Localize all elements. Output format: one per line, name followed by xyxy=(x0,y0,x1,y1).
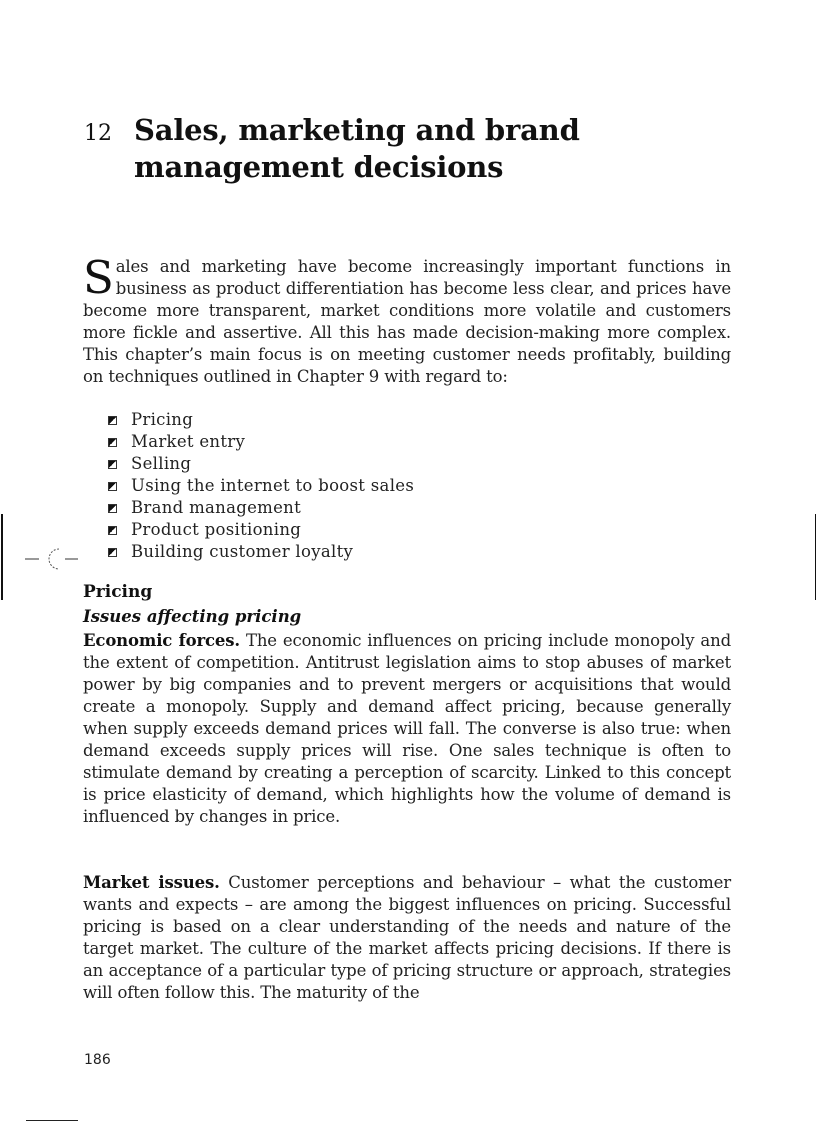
chapter-title-line-1: Sales, marketing and brand xyxy=(134,113,580,147)
bullet-icon xyxy=(108,482,117,491)
list-item: Pricing xyxy=(108,409,414,431)
topic-list xyxy=(108,409,414,563)
bullet-icon xyxy=(108,460,117,469)
run-in-heading: Market issues. xyxy=(83,873,220,892)
run-in-heading: Economic forces. xyxy=(83,631,240,650)
bullet-icon xyxy=(108,504,117,513)
intro-text: ales and marketing have become increasingly important functions in business as product differentiation has become less clear, and prices have become more transparent, market conditions more volatile and customers more fickle and assertive. All this has made decision-making more complex. This chapter’s main focus is on meeting customer needs profitably, building on techniques outlined in Chapter 9 with regard to: xyxy=(83,257,731,386)
chapter-title xyxy=(134,112,580,186)
paragraph-economic-forces xyxy=(83,630,731,828)
list-item: Using the internet to boost sales xyxy=(108,475,414,497)
drop-cap: S xyxy=(83,251,114,304)
list-item: Product positioning xyxy=(108,519,414,541)
bullet-icon xyxy=(108,526,117,535)
page-number: 186 xyxy=(84,1052,111,1068)
bullet-icon xyxy=(108,438,117,447)
bottom-rule xyxy=(26,1120,78,1121)
chapter-title-line-2: management decisions xyxy=(134,150,504,184)
list-item: Brand management xyxy=(108,497,414,519)
list-item: Selling xyxy=(108,453,414,475)
paragraph-text: Customer perceptions and behaviour – what the customer wants and expects – are among the biggest influences on pricing. Successful pricing is based on a clear understanding of the needs and nature of the target market. The culture of the market affects pricing decisions. If there is an acceptance of a particular type of pricing structure or approach, strategies will often follow this. The maturity of the xyxy=(83,873,731,1002)
registration-mark-icon xyxy=(25,546,80,572)
subsection-heading: Issues affecting pricing xyxy=(83,607,302,626)
section-heading: Pricing xyxy=(83,582,153,602)
list-item: Market entry xyxy=(108,431,414,453)
paragraph-text: The economic influences on pricing include monopoly and the extent of competition. Antitrust legislation aims to stop abuses of market power by big companies and to prevent mergers or acquisitions that would create a monopoly. Supply and demand affect pricing, because generally when supply exceeds demand prices will fall. The converse is also true: when demand exceeds supply prices will rise. One sales technique is often to stimulate demand by creating a perception of scarcity. Linked to this concept is price elasticity of demand, which highlights how the volume of demand is influenced by changes in price. xyxy=(83,631,732,826)
bullet-icon xyxy=(108,548,117,557)
intro-paragraph xyxy=(83,251,731,388)
paragraph-market-issues xyxy=(83,872,731,1004)
crop-mark-left xyxy=(1,514,3,600)
bullet-icon xyxy=(108,416,117,425)
list-item: Building customer loyalty xyxy=(108,541,414,563)
chapter-number: 12 xyxy=(84,121,112,146)
